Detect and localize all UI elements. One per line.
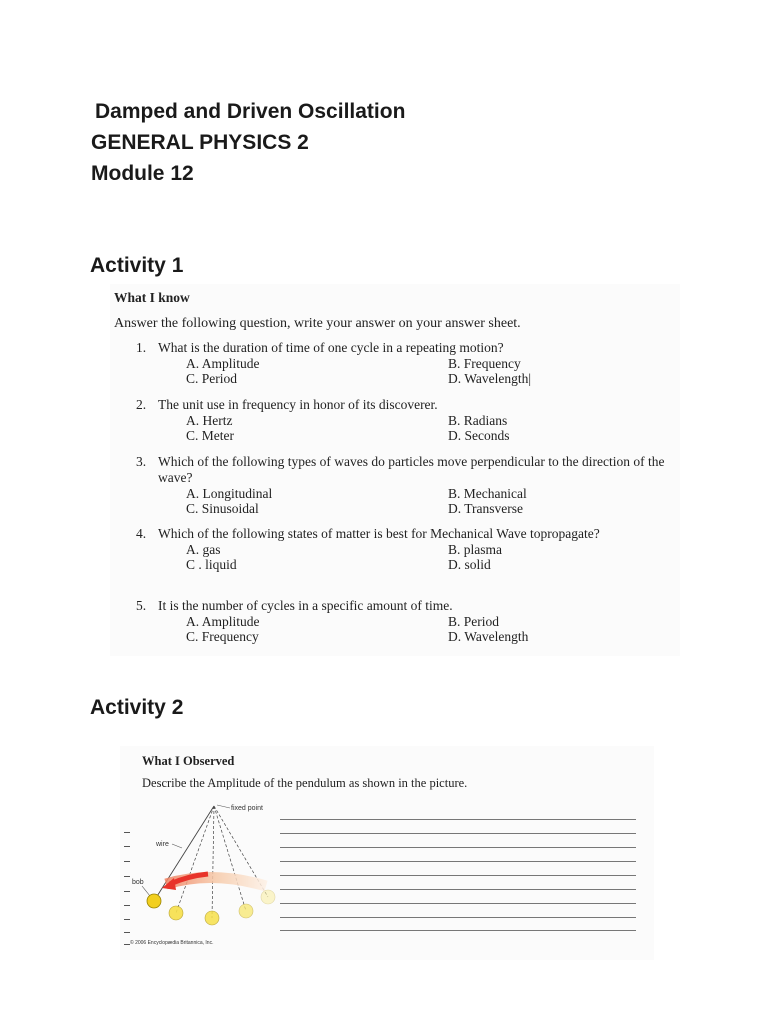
bob-leader	[142, 886, 150, 896]
answer-line[interactable]	[280, 875, 636, 876]
option-b: B. Period	[448, 614, 500, 629]
option-d: D. Seconds	[448, 428, 510, 443]
question-text: Which of the following states of matter is best for Mechanical Wave topropagate?	[158, 526, 600, 541]
bob-label: bob	[132, 879, 144, 886]
question-2	[136, 397, 676, 443]
question-number: 5.	[136, 598, 147, 613]
fixed-point-label: fixed point	[231, 805, 263, 812]
option-c: C. Meter	[186, 428, 234, 443]
question-number: 1.	[136, 340, 147, 355]
activity-1-heading: Activity 1	[90, 254, 184, 277]
wire-label: wire	[156, 841, 169, 848]
question-3	[136, 454, 676, 516]
option-b: B. Frequency	[448, 356, 521, 371]
question-number: 3.	[136, 454, 147, 469]
question-1	[136, 340, 676, 386]
option-c: C. Sinusoidal	[186, 501, 259, 516]
fixed-point-leader	[217, 805, 230, 808]
activity-2-heading: Activity 2	[90, 696, 184, 719]
option-d: D. Wavelength|	[448, 371, 532, 386]
question-5	[136, 598, 676, 644]
option-b: B. Mechanical	[448, 486, 527, 501]
answer-line[interactable]	[280, 903, 636, 904]
answer-line[interactable]	[280, 930, 636, 931]
section-title: What I Observed	[142, 754, 235, 768]
bob	[261, 890, 275, 904]
bob	[169, 906, 183, 920]
instruction-text: Answer the following question, write your answer on your answer sheet.	[114, 316, 521, 331]
left-margin-mark	[124, 846, 130, 847]
figure-credit: © 2006 Encyclopædia Britannica, Inc.	[130, 940, 214, 946]
question-number: 2.	[136, 397, 147, 412]
option-d: D. Transverse	[448, 501, 524, 516]
question-text: Which of the following types of waves do particles move perpendicular to the direction of the wave?	[158, 454, 665, 485]
activity-2-worksheet	[120, 746, 654, 960]
question-text: It is the number of cycles in a specific amount of time.	[158, 598, 453, 613]
left-margin-mark	[124, 932, 130, 933]
answer-line[interactable]	[280, 861, 636, 862]
document-title: Damped and Driven Oscillation	[95, 100, 406, 123]
pendulum-figure	[120, 798, 282, 958]
answer-line[interactable]	[280, 833, 636, 834]
option-b: B. plasma	[448, 542, 502, 557]
option-b: B. Radians	[448, 413, 508, 428]
module-title: Module 12	[91, 162, 194, 185]
left-margin-mark	[124, 944, 130, 945]
pendulum-path	[214, 806, 246, 911]
left-margin-mark	[124, 891, 130, 892]
question-4	[136, 526, 676, 572]
pendulum-path	[176, 806, 214, 913]
option-d: D. Wavelength	[448, 629, 529, 644]
wire-leader	[172, 844, 182, 848]
bob	[239, 904, 253, 918]
left-margin-mark	[124, 832, 130, 833]
option-a: A. Amplitude	[186, 356, 260, 371]
option-a: A. Hertz	[186, 413, 233, 428]
question-text: The unit use in frequency in honor of its discoverer.	[158, 397, 438, 412]
answer-line[interactable]	[280, 917, 636, 918]
option-a: A. Amplitude	[186, 614, 260, 629]
bob	[147, 894, 161, 908]
question-number: 4.	[136, 526, 147, 541]
question-text: What is the duration of time of one cycle in a repeating motion?	[158, 340, 504, 355]
subject-title: GENERAL PHYSICS 2	[91, 131, 309, 154]
left-margin-mark	[124, 919, 130, 920]
left-margin-mark	[124, 861, 130, 862]
answer-line[interactable]	[280, 819, 636, 820]
option-c: C. Period	[186, 371, 238, 386]
option-c: C. Frequency	[186, 629, 259, 644]
option-a: A. Longitudinal	[186, 486, 273, 501]
option-d: D. solid	[448, 557, 491, 572]
document-header	[91, 96, 405, 189]
answer-line[interactable]	[280, 889, 636, 890]
option-c: C . liquid	[186, 557, 237, 572]
pendulum-wire	[154, 806, 214, 901]
option-a: A. gas	[186, 542, 221, 557]
instruction-text: Describe the Amplitude of the pendulum as shown in the picture.	[142, 776, 468, 790]
activity-1-worksheet	[110, 284, 680, 656]
pendulum-path	[212, 806, 214, 918]
answer-line[interactable]	[280, 847, 636, 848]
left-margin-mark	[124, 905, 130, 906]
bob	[205, 911, 219, 925]
left-margin-mark	[124, 876, 130, 877]
section-title: What I know	[114, 290, 190, 305]
